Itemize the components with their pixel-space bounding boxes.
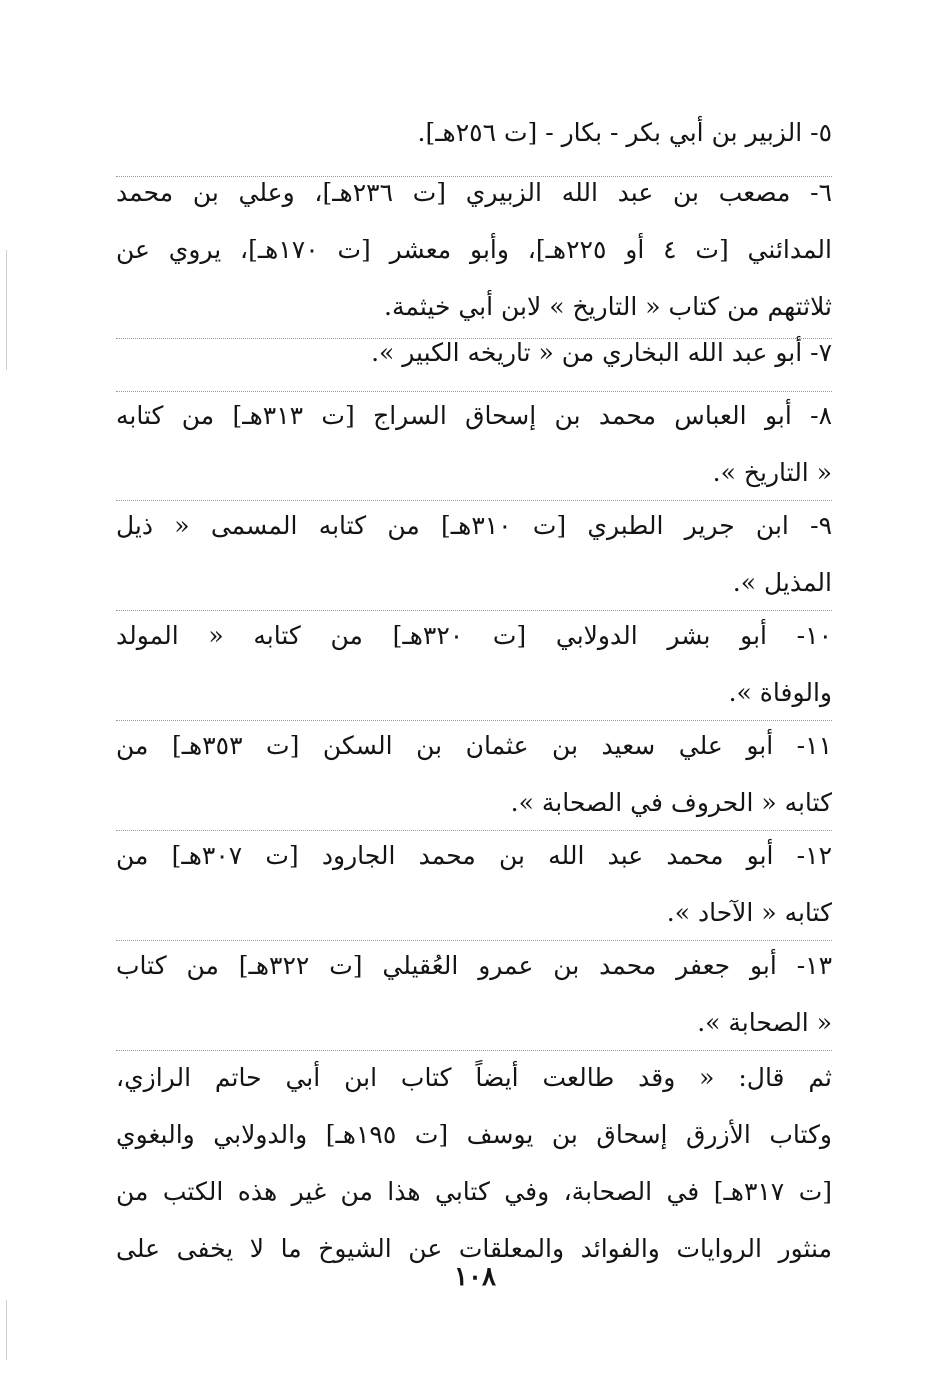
text-line: [ت ٣١٧هـ] في الصحابة، وفي كتابي هذا من غير هذه الكتب من (116, 1177, 832, 1206)
text-line: وكتاب الأزرق إسحاق بن يوسف [ت ١٩٥هـ] والدولابي والبغوي (116, 1120, 832, 1149)
list-item-6 (116, 164, 832, 335)
text-line: ١٣- أبو جعفر محمد بن عمرو العُقيلي [ت ٣٢٢هـ] من كتاب (116, 951, 832, 980)
page-number: ١٠٨ (454, 1262, 496, 1292)
text-line: ٧- أبو عبد الله البخاري من « تاريخه الكبير ». (371, 338, 832, 367)
text-line: كتابه « الآحاد ». (666, 898, 832, 927)
text-line: كتابه « الحروف في الصحابة ». (510, 788, 832, 817)
text-line: ثلاثتهم من كتاب « التاريخ » لابن أبي خيثمة. (384, 292, 832, 321)
text-line: المذيل ». (732, 568, 832, 597)
list-item-11 (116, 717, 832, 831)
list-item-7 (116, 324, 832, 381)
scan-edge-mark (6, 250, 7, 370)
list-item-9 (116, 497, 832, 611)
closing-paragraph (116, 1049, 832, 1277)
text-line: المدائني [ت ٤ أو ٢٢٥هـ]، وأبو معشر [ت ١٧٠هـ]، يروي عن (116, 235, 832, 264)
text-line: ١١- أبو علي سعيد بن عثمان بن السكن [ت ٣٥٣هـ] من (116, 731, 832, 760)
list-item-8 (116, 387, 832, 501)
text-line: « التاريخ ». (712, 458, 832, 487)
text-line: ١٢- أبو محمد عبد الله بن محمد الجارود [ت ٣٠٧هـ] من (116, 841, 832, 870)
text-line: ٨- أبو العباس محمد بن إسحاق السراج [ت ٣١٣هـ] من كتابه (116, 401, 832, 430)
text-line: ٩- ابن جرير الطبري [ت ٣١٠هـ] من كتابه المسمى « ذيل (116, 511, 832, 540)
text-line: ثم قال: « وقد طالعت أيضاً كتاب ابن أبي حاتم الرازي، (116, 1063, 832, 1092)
text-line: ٦- مصعب بن عبد الله الزبيري [ت ٢٣٦هـ]، وعلي بن محمد (116, 178, 832, 207)
list-item-13 (116, 937, 832, 1051)
scan-edge-mark (6, 1300, 7, 1360)
text-line: ٥- الزبير بن أبي بكر - بكار - [ت ٢٥٦هـ]. (417, 118, 832, 147)
text-line: ١٠- أبو بشر الدولابي [ت ٣٢٠هـ] من كتابه « المولد (116, 621, 832, 650)
text-line: منثور الروايات والفوائد والمعلقات عن الشيوخ ما لا يخفى على (116, 1234, 832, 1263)
list-item-10 (116, 607, 832, 721)
text-line: « الصحابة ». (697, 1008, 832, 1037)
text-line: والوفاة ». (728, 678, 832, 707)
list-item-12 (116, 827, 832, 941)
list-item-5 (116, 104, 832, 161)
